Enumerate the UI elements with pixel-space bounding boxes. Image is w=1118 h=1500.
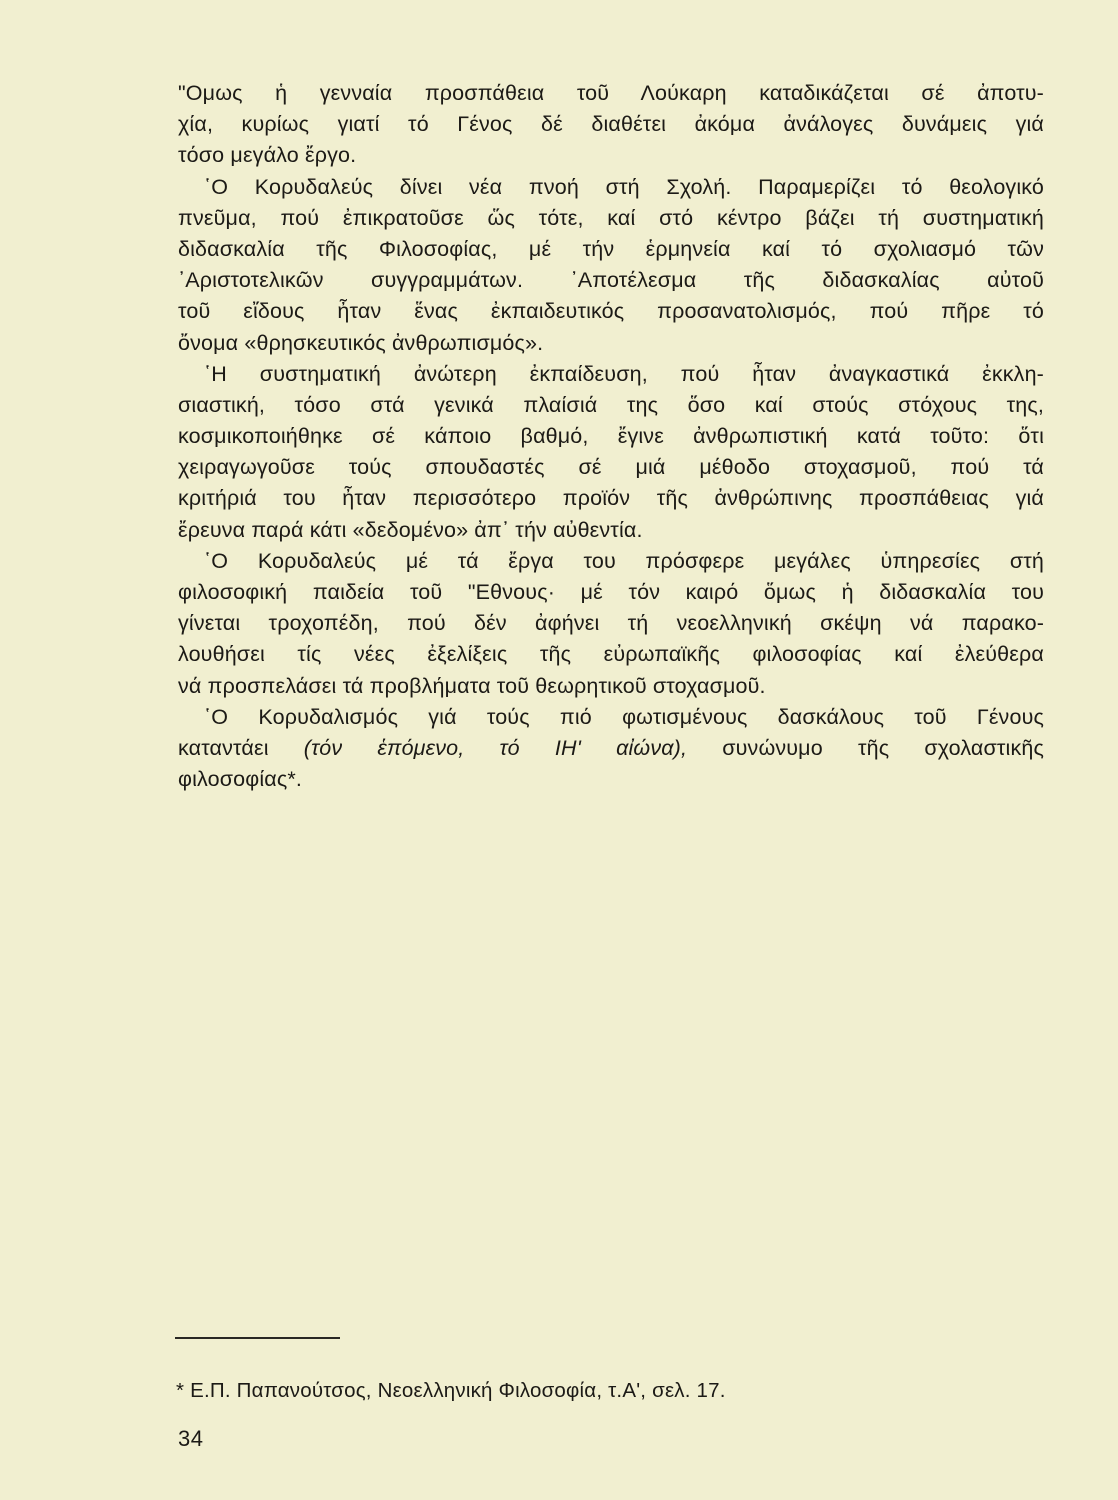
paragraph-4-line-3: γίνεται τροχοπέδη, πού δέν ἀφήνει τή νεοελληνική σκέψη νά παρακο-: [178, 611, 1044, 636]
paragraph-5-line-2: [178, 733, 1044, 764]
footnote: * Ε.Π. Παπανούτσος, Νεοελληνική Φιλοσοφία, τ.Α', σελ. 17.: [176, 1379, 726, 1402]
footnote-divider: [175, 1337, 340, 1339]
body-text: [178, 78, 1044, 795]
paragraph-2-line-3: διδασκαλία τῆς Φιλοσοφίας, μέ τήν ἑρμηνεία καί τό σχολιασμό τῶν: [178, 236, 1044, 261]
paragraph-2-line-6: ὄνομα «θρησκευτικός ἀνθρωπισμός».: [178, 330, 544, 355]
paragraph-2-line-5: τοῦ εἴδους ἦταν ἕνας ἐκπαιδευτικός προσανατολισμός, πού πῆρε τό: [178, 299, 1044, 324]
paragraph-3-line-2: σιαστική, τόσο στά γενικά πλαίσιά της ὅσο καί στούς στόχους της,: [178, 392, 1044, 417]
paragraph-3-line-5: κριτήριά του ἦταν περισσότερο προϊόν τῆς ἀνθρώπινης προσπάθειας γιά: [178, 486, 1044, 511]
paragraph-2-line-4: ᾿Αριστοτελικῶν συγγραμμάτων. ᾿Αποτέλεσμα τῆς διδασκαλίας αὐτοῦ: [178, 268, 1044, 293]
paragraph-1-line-3: τόσο μεγάλο ἔργο.: [178, 143, 357, 168]
paragraph-2-line-1: ῾Ο Κορυδαλεύς δίνει νέα πνοή στή Σχολή. Παραμερίζει τό θεολογικό: [204, 174, 1044, 199]
paragraph-5-italic-phrase: (τόν ἑπόμενο, τό ΙΗ' αἰώνα),: [303, 735, 688, 760]
paragraph-2-line-2: πνεῦμα, πού ἐπικρατοῦσε ὥς τότε, καί στό κέντρο βάζει τή συστηματική: [178, 205, 1044, 230]
paragraph-3-line-1: ῾Η συστηματική ἀνώτερη ἐκπαίδευση, πού ἦταν ἀναγκαστικά ἐκκλη-: [204, 361, 1044, 386]
paragraph-4-line-5: νά προσπελάσει τά προβλήματα τοῦ θεωρητικοῦ στοχασμοῦ.: [178, 673, 766, 698]
paragraph-5-line-2-end: συνώνυμο τῆς σχολαστικῆς: [687, 735, 1045, 760]
paragraph-1-line-2: χία, κυρίως γιατί τό Γένος δέ διαθέτει ἀκόμα ἀνάλογες δυνάμεις γιά: [178, 112, 1044, 137]
paragraph-5-line-3: φιλοσοφίας*.: [178, 767, 302, 792]
page-number: 34: [178, 1426, 204, 1451]
paragraph-3-line-6: ἔρευνα παρά κάτι «δεδομένο» ἀπ᾿ τήν αὐθεντία.: [178, 517, 643, 542]
paragraph-5-line-2-start: καταντάει: [178, 735, 304, 760]
paragraph-3-line-4: χειραγωγοῦσε τούς σπουδαστές σέ μιά μέθοδο στοχασμοῦ, πού τά: [178, 455, 1044, 480]
paragraph-3-line-3: κοσμικοποιήθηκε σέ κάποιο βαθμό, ἔγινε ἀνθρωπιστική κατά τοῦτο: ὅτι: [178, 424, 1044, 449]
paragraph-4-line-2: φιλοσοφική παιδεία τοῦ "Εθνους· μέ τόν καιρό ὅμως ἡ διδασκαλία του: [178, 580, 1044, 604]
paragraph-5-line-1: ῾Ο Κορυδαλισμός γιά τούς πιό φωτισμένους δασκάλους τοῦ Γένους: [204, 704, 1044, 729]
paragraph-1-line-1: "Ομως ἡ γενναία προσπάθεια τοῦ Λούκαρη καταδικάζεται σέ ἀποτυ-: [178, 81, 1044, 105]
paragraph-4-line-4: λουθήσει τίς νέες ἐξελίξεις τῆς εὐρωπαϊκῆς φιλοσοφίας καί ἐλεύθερα: [178, 642, 1044, 667]
paragraph-4-line-1: ῾Ο Κορυδαλεύς μέ τά ἔργα του πρόσφερε μεγάλες ὑπηρεσίες στή: [204, 548, 1044, 573]
